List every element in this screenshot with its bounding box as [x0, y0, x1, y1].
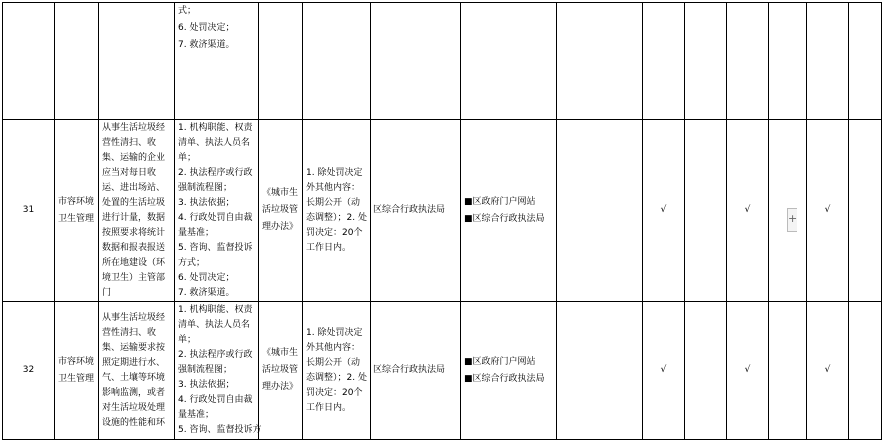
disclosure-channels: [461, 302, 557, 440]
content-line: 7. 救济渠道。: [178, 287, 235, 298]
channel-item: ■区综合行政执法局: [464, 213, 545, 224]
expand-side-tab[interactable]: +: [787, 208, 797, 232]
legal-basis: 从事生活垃圾经营性清扫、收集、运输的企业应当对每日收运、进出场站、处置的生活垃圾进行计量，数据按照要求将统计数据和报表报送所在地建设（环境卫生）主管部门: [99, 120, 175, 302]
mark-cell: [727, 3, 769, 120]
content-line: 2. 执法程序或行政强制流程图；: [178, 167, 253, 193]
law-basis: [259, 3, 303, 120]
content-line: 6. 处罚决定；: [178, 23, 235, 33]
content-line: 7. 救济渠道。: [178, 40, 235, 50]
table-row: [3, 120, 882, 302]
content-line: 式；: [178, 6, 197, 16]
mark-cell: [849, 302, 882, 440]
blank-cell: [557, 3, 643, 120]
content-line: 5. 咨询、监督投诉方: [178, 425, 262, 435]
mark-cell: √: [727, 120, 769, 302]
mark-cell: √: [643, 120, 685, 302]
legal-basis: 从事生活垃圾经营性清扫、收集、运输要求按照定期进行水、气、土壤等环境影响监测，或者对生活垃圾处理设施的性能和环: [99, 302, 175, 440]
channel-item: ■区政府门户网站: [464, 196, 536, 207]
disclosure-channels: [461, 3, 557, 120]
mark-cell: [849, 3, 882, 120]
disclosure-timing: 1. 除处罚决定外其他内容：长期公开（动态调整）；2. 处罚决定：20个工作日内。: [303, 302, 371, 440]
blank-cell: [557, 302, 643, 440]
mark-cell: [685, 120, 727, 302]
content-line: 1. 机构职能、权责清单、执法人员名单；: [178, 122, 253, 163]
content-line: 4. 行政处罚自由裁量基准；: [178, 212, 253, 238]
channel-item: ■区综合行政执法局: [464, 373, 545, 384]
mark-cell: [807, 3, 849, 120]
item-name: 市容环境卫生管理: [55, 302, 99, 440]
channel-item: ■区政府门户网站: [464, 356, 536, 367]
mark-cell: √: [727, 302, 769, 440]
table-body: [3, 3, 882, 440]
content-line: 4. 行政处罚自由裁量基准；: [178, 395, 253, 420]
mark-cell: [643, 3, 685, 120]
disclosure-subject: 区综合行政执法局: [371, 302, 461, 440]
mark-cell: [685, 302, 727, 440]
row-number: 32: [3, 302, 55, 440]
table-row: [3, 3, 882, 120]
row-number: 31: [3, 120, 55, 302]
disclosure-content: [175, 3, 259, 120]
disclosure-content: [175, 302, 262, 440]
disclosure-channels: [461, 120, 557, 302]
content-line: 5. 咨询、监督投诉方式；: [178, 242, 253, 268]
mark-cell: [769, 302, 807, 440]
blank-cell: [557, 120, 643, 302]
law-basis: 《城市生活垃圾管理办法》: [259, 120, 303, 302]
table-row: [3, 302, 882, 440]
disclosure-subject: 区综合行政执法局: [371, 120, 461, 302]
content-line: 6. 处罚决定；: [178, 272, 235, 283]
mark-cell: [849, 120, 882, 302]
disclosure-timing: [303, 3, 371, 120]
content-line: 2. 执法程序或行政强制流程图；: [178, 350, 253, 375]
item-name: [55, 3, 99, 120]
law-basis: 《城市生活垃圾管理办法》: [259, 302, 303, 440]
disclosure-timing: 1. 除处罚决定外其他内容：长期公开（动态调整）；2. 处罚决定：20个工作日内。: [303, 120, 371, 302]
mark-cell: √: [807, 120, 849, 302]
content-line: 3. 执法依据；: [178, 380, 235, 390]
disclosure-table: [2, 2, 882, 440]
mark-cell: √: [643, 302, 685, 440]
row-number: [3, 3, 55, 120]
disclosure-subject: [371, 3, 461, 120]
mark-cell: √: [807, 302, 849, 440]
content-line: 1. 机构职能、权责清单、执法人员名单；: [178, 305, 253, 345]
item-name: 市容环境卫生管理: [55, 120, 99, 302]
content-line: 3. 执法依据；: [178, 197, 235, 208]
mark-cell: [769, 3, 807, 120]
legal-basis: [99, 3, 175, 120]
mark-cell: [685, 3, 727, 120]
disclosure-content: [175, 120, 259, 302]
